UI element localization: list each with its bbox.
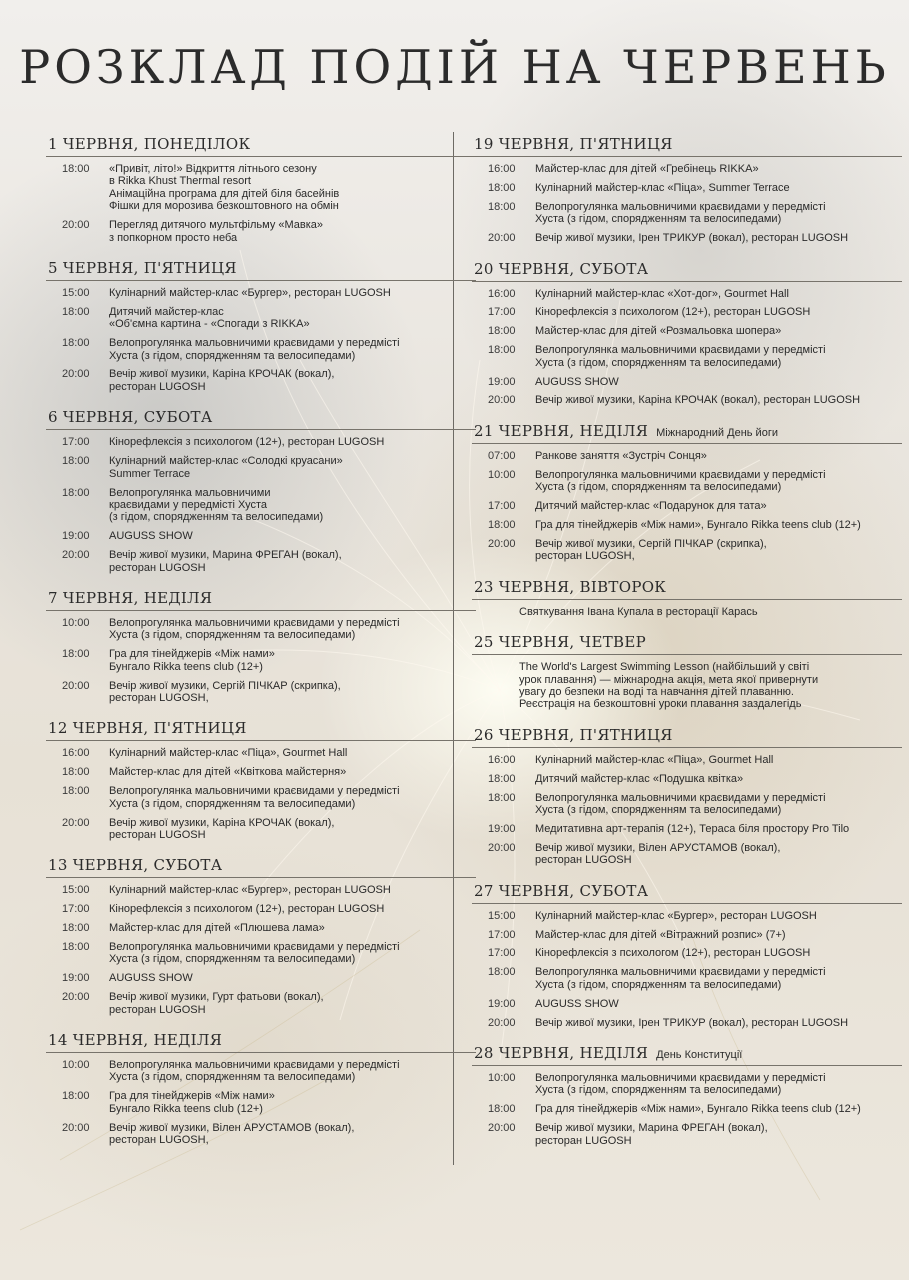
day-title: 23 ЧЕРВНЯ, ВІВТОРОК (474, 577, 667, 596)
event-time: 20:00 (62, 368, 90, 381)
day-title: 12 ЧЕРВНЯ, П'ЯТНИЦЯ (48, 719, 247, 738)
event-description: Майстер-клас для дітей «Розмальовка шопера» (535, 325, 782, 338)
event-description: AUGUSS SHOW (535, 375, 619, 388)
event-time: 10:00 (488, 1071, 516, 1084)
day-title: 7 ЧЕРВНЯ, НЕДІЛЯ (48, 588, 213, 607)
event-row (472, 754, 902, 766)
event-row (472, 288, 902, 300)
event-description: Велопрогулянка мальовничими краєвидами у передмісті Хуста (з гідом, спорядженням та велосипедами) (535, 200, 826, 226)
event-time: 18:00 (62, 922, 90, 935)
event-row (46, 163, 476, 213)
event-row (46, 306, 476, 331)
day-header (46, 588, 476, 611)
event-description: AUGUSS SHOW (109, 972, 193, 985)
event-time: 20:00 (62, 991, 90, 1004)
event-description: Майстер-клас для дітей «Плюшева лама» (109, 922, 325, 935)
day-header (46, 718, 476, 741)
event-time: 20:00 (488, 537, 516, 550)
day-header (472, 725, 902, 748)
event-description: Кінорефлексія з психологом (12+), ресторан LUGOSH (109, 436, 385, 449)
day-title: 25 ЧЕРВНЯ, ЧЕТВЕР (474, 633, 646, 652)
event-time: 07:00 (488, 449, 516, 462)
event-row (46, 991, 476, 1016)
event-row (472, 325, 902, 337)
event-row (472, 1072, 902, 1097)
event-time: 18:00 (488, 791, 516, 804)
event-row (46, 922, 476, 934)
event-description: Перегляд дитячого мультфільму «Мавка» з попкорном просто неба (109, 219, 324, 244)
event-time: 18:00 (488, 1103, 516, 1116)
event-description: Майстер-клас для дітей «Квіткова майстерня» (109, 766, 347, 779)
event-time: 17:00 (62, 436, 90, 449)
event-time: 15:00 (62, 884, 90, 897)
day-block (46, 134, 476, 244)
event-description: Велопрогулянка мальовничими краєвидами у передмісті Хуста (з гідом, спорядженням та велосипедами) (109, 785, 400, 810)
event-time: 15:00 (62, 286, 90, 299)
day-title: 21 ЧЕРВНЯ, НЕДІЛЯ (474, 421, 649, 440)
event-time: 10:00 (62, 1059, 90, 1072)
event-row (472, 163, 902, 175)
event-description: Вечір живої музики, Марина ФРЕГАН (вокал), ресторан LUGOSH (535, 1122, 768, 1147)
day-title: 6 ЧЕРВНЯ, СУБОТА (48, 408, 213, 427)
event-description: Велопрогулянка мальовничими краєвидами у передмісті Хуста (з гідом, спорядженням та велосипедами) (535, 1071, 826, 1097)
event-row (472, 394, 902, 406)
event-description: Вечір живої музики, Марина ФРЕГАН (вокал), ресторан LUGOSH (109, 549, 342, 574)
event-time: 18:00 (488, 325, 516, 338)
event-time: 16:00 (488, 163, 516, 175)
event-time: 20:00 (62, 816, 90, 829)
event-row (46, 941, 476, 966)
event-row (472, 450, 902, 462)
event-description: Дитячий майстер-клас «Подушка квітка» (535, 772, 744, 785)
event-time: 10:00 (62, 616, 90, 629)
event-time: 20:00 (62, 549, 90, 562)
event-time: 18:00 (488, 519, 516, 531)
event-time: 20:00 (62, 679, 90, 692)
day-title: 1 ЧЕРВНЯ, ПОНЕДІЛОК (48, 135, 251, 153)
day-block (472, 421, 902, 563)
event-time: 18:00 (488, 344, 516, 357)
event-row (46, 785, 476, 810)
event-description: Кулінарний майстер-клас «Бургер», ресторан LUGOSH (109, 884, 391, 897)
event-time: 17:00 (62, 903, 90, 916)
schedule-column-right (472, 134, 902, 1161)
event-description: Велопрогулянка мальовничими краєвидами у передмісті Хуста (з гідом, спорядженням та велосипедами) (109, 1059, 400, 1084)
event-description: Кулінарний майстер-клас «Піца», Gourmet Hall (109, 747, 348, 760)
day-block (472, 881, 902, 1029)
event-row (472, 966, 902, 991)
event-row (46, 648, 476, 673)
event-description: AUGUSS SHOW (535, 997, 619, 1010)
day-title: 20 ЧЕРВНЯ, СУБОТА (474, 259, 649, 278)
event-time: 17:00 (488, 306, 516, 319)
event-row (46, 972, 476, 984)
event-row (472, 929, 902, 941)
day-block (46, 407, 476, 574)
event-time: 10:00 (488, 468, 516, 481)
day-title: 27 ЧЕРВНЯ, СУБОТА (474, 881, 649, 900)
day-header (472, 134, 902, 157)
day-title: 13 ЧЕРВНЯ, СУБОТА (48, 856, 223, 875)
event-time: 18:00 (62, 305, 90, 318)
event-row (472, 1122, 902, 1147)
event-description: Вечір живої музики, Сергій ПІЧКАР (скрипка), ресторан LUGOSH, (109, 679, 341, 704)
day-block (472, 725, 902, 867)
event-description: Кулінарний майстер-клас «Бургер», ресторан LUGOSH (109, 286, 391, 299)
event-row (472, 1017, 902, 1029)
day-header (46, 134, 476, 157)
event-time: 18:00 (62, 941, 90, 954)
day-title: 28 ЧЕРВНЯ, НЕДІЛЯ (474, 1043, 649, 1062)
event-time: 19:00 (488, 822, 516, 835)
event-description: Вечір живої музики, Ірен ТРИКУР (вокал), ресторан LUGOSH (535, 232, 849, 245)
event-description: Гра для тінейджерів «Між нами», Бунгало Rikka teens club (12+) (535, 1103, 861, 1116)
event-row (46, 455, 476, 480)
event-description: Вечір живої музики, Вілен АРУСТАМОВ (вокал), ресторан LUGOSH (535, 841, 781, 867)
day-header (472, 421, 902, 444)
event-row (46, 817, 476, 842)
event-row (472, 519, 902, 531)
day-note: День Конституції (656, 1048, 743, 1061)
event-description: «Привіт, літо!» Відкриття літнього сезону в Rikka Khust Thermal resort Анімаційна програма для дітей біля басейнів Фішки для морозива безкоштовного на обмін (109, 163, 340, 213)
event-description: Вечір живої музики, Сергій ПІЧКАР (скрипка), ресторан LUGOSH, (535, 537, 767, 563)
event-row (46, 337, 476, 362)
day-title: 14 ЧЕРВНЯ, НЕДІЛЯ (48, 1031, 223, 1050)
day-block (46, 588, 476, 704)
event-time: 18:00 (62, 163, 90, 175)
event-row (472, 376, 902, 388)
event-row (46, 1059, 476, 1084)
event-time: 20:00 (62, 219, 90, 232)
event-row (46, 617, 476, 642)
event-description: Святкування Івана Купала в ресторації Карась (519, 605, 758, 618)
event-time: 18:00 (62, 455, 90, 468)
event-row (46, 766, 476, 778)
event-time: 20:00 (488, 1122, 516, 1135)
event-description: Кулінарний майстер-клас «Піца», Gourmet Hall (535, 753, 774, 766)
event-description: Майстер-клас для дітей «Вітражний розпис» (7+) (535, 928, 786, 941)
event-time: 18:00 (62, 337, 90, 350)
event-time: 20:00 (488, 394, 516, 407)
event-description: Велопрогулянка мальовничими краєвидами у передмісті Хуста (з гідом, спорядженням та велосипедами) (535, 468, 826, 494)
event-row (46, 903, 476, 915)
event-row (46, 287, 476, 299)
event-description: Медитативна арт-терапія (12+), Тераса біля простору Pro Tilo (535, 822, 850, 835)
event-row (46, 487, 476, 524)
event-time: 16:00 (488, 753, 516, 766)
event-row (472, 500, 902, 512)
day-block (472, 259, 902, 407)
event-row (46, 884, 476, 896)
day-block (472, 632, 902, 711)
day-block (46, 1030, 476, 1146)
day-header (472, 881, 902, 904)
event-time: 17:00 (488, 928, 516, 941)
event-row (472, 306, 902, 318)
event-time: 20:00 (488, 232, 516, 245)
day-block (46, 258, 476, 393)
event-description: AUGUSS SHOW (109, 530, 193, 543)
event-time: 16:00 (62, 747, 90, 760)
event-row (472, 661, 902, 711)
event-description: Вечір живої музики, Каріна КРОЧАК (вокал), ресторан LUGOSH (109, 816, 335, 841)
day-header (472, 259, 902, 282)
event-time: 18:00 (488, 200, 516, 213)
event-row (46, 1090, 476, 1115)
day-note: Міжнародний День йоги (656, 426, 778, 439)
event-description: Дитячий майстер-клас «Подарунок для тата» (535, 500, 767, 513)
day-block (472, 577, 902, 618)
event-time: 17:00 (488, 947, 516, 960)
day-header (472, 577, 902, 600)
page-title: РОЗКЛАД ПОДІЙ НА ЧЕРВЕНЬ (19, 40, 890, 94)
event-row (46, 436, 476, 448)
event-description: Гра для тінейджерів «Між нами», Бунгало Rikka teens club (12+) (535, 519, 861, 531)
event-time: 18:00 (62, 648, 90, 661)
event-description: Кінорефлексія з психологом (12+), ресторан LUGOSH (109, 903, 385, 916)
event-description: Велопрогулянка мальовничими краєвидами у передмісті Хуста (з гідом, спорядженням та велосипедами) (109, 486, 324, 524)
event-row (46, 368, 476, 393)
event-time: 18:00 (62, 486, 90, 499)
event-row (472, 842, 902, 867)
schedule-column-left (46, 134, 476, 1161)
event-row (472, 201, 902, 226)
event-description: Дитячий майстер-клас «Об'ємна картина - «Спогади з RIKKA» (109, 305, 310, 331)
event-description: Кулінарний майстер-клас «Піца», Summer Terrace (535, 181, 790, 194)
event-row (46, 549, 476, 574)
event-row (472, 947, 902, 959)
event-row (472, 823, 902, 835)
event-row (472, 469, 902, 494)
event-description: Кінорефлексія з психологом (12+), ресторан LUGOSH (535, 947, 811, 960)
event-time: 18:00 (488, 181, 516, 194)
event-row (472, 792, 902, 817)
event-row (46, 680, 476, 705)
event-description: Ранкове заняття «Зустріч Сонця» (535, 449, 707, 462)
event-description: Вечір живої музики, Каріна КРОЧАК (вокал), ресторан LUGOSH (535, 394, 861, 407)
event-row (472, 910, 902, 922)
event-time: 15:00 (488, 909, 516, 922)
event-description: Вечір живої музики, Вілен АРУСТАМОВ (вокал), ресторан LUGOSH, (109, 1121, 355, 1147)
day-title: 5 ЧЕРВНЯ, П'ЯТНИЦЯ (48, 258, 237, 277)
event-row (46, 1122, 476, 1147)
event-time: 18:00 (488, 966, 516, 979)
event-row (472, 232, 902, 244)
event-row (472, 182, 902, 194)
event-row (472, 773, 902, 785)
day-header (472, 632, 902, 655)
event-description: Гра для тінейджерів «Між нами» Бунгало Rikka teens club (12+) (109, 1090, 275, 1115)
day-title: 26 ЧЕРВНЯ, П'ЯТНИЦЯ (474, 725, 673, 744)
day-header (46, 855, 476, 878)
event-description: Велопрогулянка мальовничими краєвидами у передмісті Хуста (з гідом, спорядженням та велосипедами) (109, 337, 400, 362)
day-block (46, 718, 476, 841)
event-description: Кінорефлексія з психологом (12+), ресторан LUGOSH (535, 306, 811, 319)
day-header (46, 1030, 476, 1053)
event-time: 20:00 (488, 1016, 516, 1029)
event-row (472, 606, 902, 618)
event-row (46, 530, 476, 542)
event-time: 18:00 (488, 772, 516, 785)
event-row (472, 344, 902, 369)
event-description: Вечір живої музики, Каріна КРОЧАК (вокал), ресторан LUGOSH (109, 368, 335, 393)
event-description: Кулінарний майстер-клас «Бургер», ресторан LUGOSH (535, 909, 817, 922)
day-title: 19 ЧЕРВНЯ, П'ЯТНИЦЯ (474, 135, 673, 153)
event-time: 16:00 (488, 287, 516, 300)
event-description: Велопрогулянка мальовничими краєвидами у передмісті Хуста (з гідом, спорядженням та велосипедами) (535, 966, 826, 991)
event-description: Вечір живої музики, Гурт фатьови (вокал), ресторан LUGOSH (109, 991, 324, 1016)
event-description: Майстер-клас для дітей «Гребінець RIKKA» (535, 163, 759, 175)
event-description: Гра для тінейджерів «Між нами» Бунгало Rikka teens club (12+) (109, 648, 275, 673)
event-row (472, 1103, 902, 1115)
event-description: Кулінарний майстер-клас «Хот-дог», Gourmet Hall (535, 287, 789, 300)
event-description: Велопрогулянка мальовничими краєвидами у передмісті Хуста (з гідом, спорядженням та велосипедами) (535, 344, 826, 369)
event-time: 19:00 (488, 997, 516, 1010)
day-block (472, 1043, 902, 1147)
event-time: 17:00 (488, 500, 516, 513)
day-header (472, 1043, 902, 1066)
event-row (472, 998, 902, 1010)
event-description: Велопрогулянка мальовничими краєвидами у передмісті Хуста (з гідом, спорядженням та велосипедами) (535, 791, 826, 816)
event-row (472, 538, 902, 563)
event-time: 19:00 (488, 375, 516, 388)
day-header (46, 258, 476, 281)
event-time: 18:00 (62, 766, 90, 779)
event-time: 18:00 (62, 1090, 90, 1103)
day-header (46, 407, 476, 430)
event-description: Велопрогулянка мальовничими краєвидами у передмісті Хуста (з гідом, спорядженням та велосипедами) (109, 616, 400, 642)
event-description: Кулінарний майстер-клас «Солодкі круасани» Summer Terrace (109, 455, 343, 480)
event-description: Вечір живої музики, Ірен ТРИКУР (вокал), ресторан LUGOSH (535, 1016, 849, 1029)
event-description: Велопрогулянка мальовничими краєвидами у передмісті Хуста (з гідом, спорядженням та велосипедами) (109, 941, 400, 966)
event-row (46, 747, 476, 759)
event-time: 19:00 (62, 972, 90, 985)
day-block (46, 855, 476, 1016)
event-time: 20:00 (488, 841, 516, 854)
event-time: 18:00 (62, 785, 90, 798)
event-description: The World's Largest Swimming Lesson (найбільший у світі урок плавання) — міжнародна акція, мета якої привернути увагу до безпеки на воді та навчання дітей плаванню. Реєстрація на безкоштовні уроки плавання заздалегідь (519, 661, 819, 711)
event-row (46, 219, 476, 244)
event-time: 19:00 (62, 530, 90, 543)
day-block (472, 134, 902, 245)
event-time: 20:00 (62, 1121, 90, 1134)
